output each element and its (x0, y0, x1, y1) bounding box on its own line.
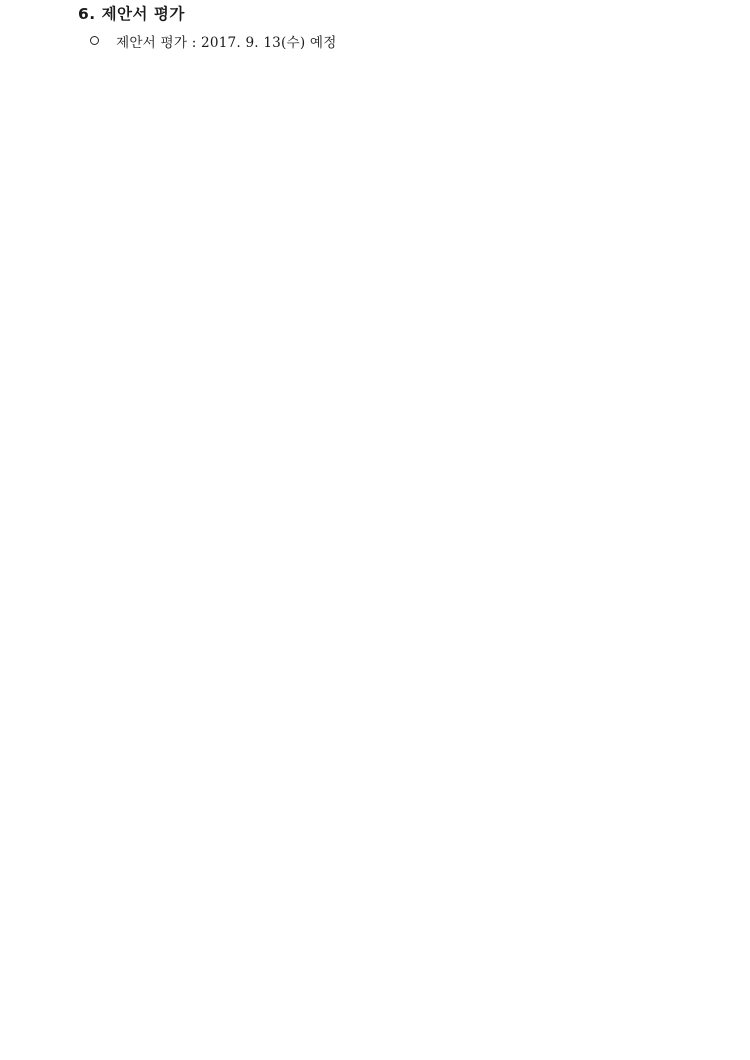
list-item: 제안서 평가 : 2017. 9. 13(수) 예정 (116, 35, 337, 51)
circle-bullet-icon (90, 36, 99, 45)
section-heading: 6. 제안서 평가 (78, 5, 185, 23)
